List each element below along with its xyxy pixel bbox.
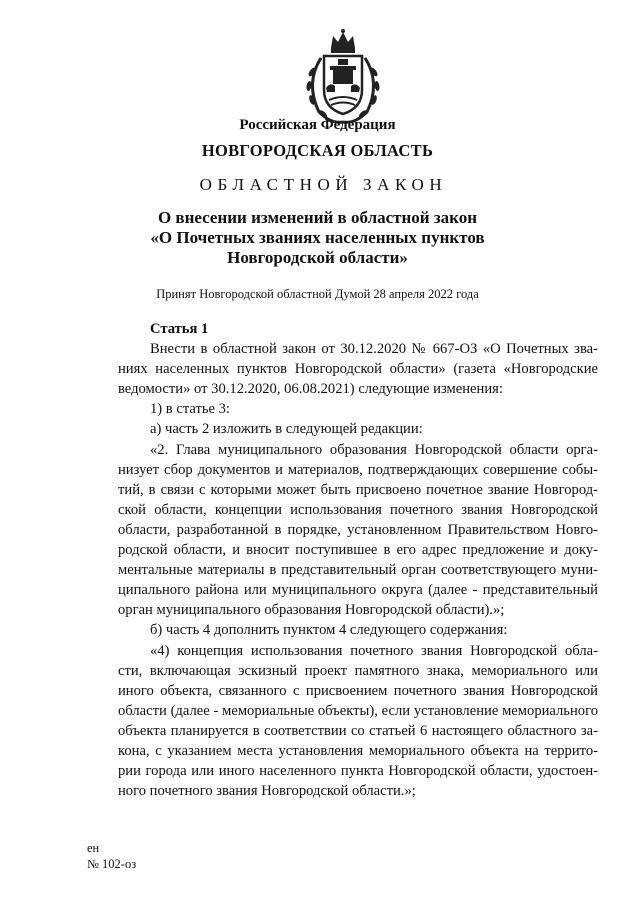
text-line: объекта планируется в соответствии со статьей 6 настоящего областного за- — [118, 722, 598, 739]
text-line: низует сбор документов и материалов, подтверждающих совершение собы- — [118, 461, 598, 478]
coat-of-arms-icon — [297, 28, 389, 126]
law-number: № 102-оз — [87, 857, 137, 871]
text-line: кона, с указанием места установления мемориального объекта на террито- — [118, 742, 598, 759]
document-type: ОБЛАСТНОЙ ЗАКОН — [199, 175, 448, 194]
text-line: «4) концепция использования почетного звания Новгородской обла- — [150, 642, 598, 659]
text-line: «2. Глава муниципального образования Новгородской области орга- — [150, 441, 598, 458]
article-body — [118, 319, 598, 801]
text-line: ведомости» от 30.12.2020, 06.08.2021) следующие изменения: — [118, 381, 503, 398]
law-title — [0, 208, 635, 268]
footer-note — [87, 840, 136, 872]
footer-initials: ен — [87, 841, 100, 855]
text-line: 1) в статье 3: — [150, 401, 230, 418]
article-heading: Статья 1 — [150, 321, 209, 337]
text-line: тий, в связи с которыми может быть присвоено почетное звание Новгород- — [118, 481, 598, 498]
text-line: рии города или иного населенного пункта Новгородской области, удостоен- — [118, 763, 598, 780]
law-title-line: О внесении изменений в областной закон — [157, 208, 478, 227]
text-line: орган муниципального образования Новгородской области).»; — [118, 602, 505, 619]
adoption-note: Принят Новгородской областной Думой 28 апреля 2022 года — [156, 287, 479, 301]
text-line: родской области, и вносит поступившее в его адрес предложение и доку- — [118, 542, 598, 559]
text-line: ного почетного звания Новгородской области.»; — [118, 783, 416, 800]
region-name: НОВГОРОДСКАЯ ОБЛАСТЬ — [201, 141, 434, 160]
law-title-line: «О Почетных званиях населенных пунктов — [150, 228, 485, 247]
text-line: ской области, концепции использования почетного звания Новгородской — [118, 501, 598, 518]
text-line: Внести в областной закон от 30.12.2020 № 667-ОЗ «О Почетных зва- — [150, 341, 598, 358]
text-line: сти, включающая эскизный проект памятного знака, мемориального или — [118, 662, 598, 679]
text-line: ципального района или муниципального округа (далее - представительный — [118, 582, 598, 599]
text-line: ниях населенных пунктов Новгородской области» (газета «Новгородские — [118, 361, 598, 378]
text-line: области (далее - мемориальные объекты), если установление мемориального — [118, 702, 598, 719]
text-line: б) часть 4 дополнить пунктом 4 следующего содержания: — [150, 622, 508, 639]
country-name: Российская Федерация — [239, 117, 396, 133]
law-title-line: Новгородской области» — [227, 248, 408, 267]
text-line: а) часть 2 изложить в следующей редакции: — [150, 421, 423, 438]
text-line: ментальные материалы в представительный орган соответствующего муни- — [118, 562, 598, 579]
text-line: иного объекта, связанного с присвоением почетного звания Новгородской — [118, 682, 598, 699]
text-line: области, разработанной в порядке, установленном Правительством Новго- — [118, 521, 598, 538]
